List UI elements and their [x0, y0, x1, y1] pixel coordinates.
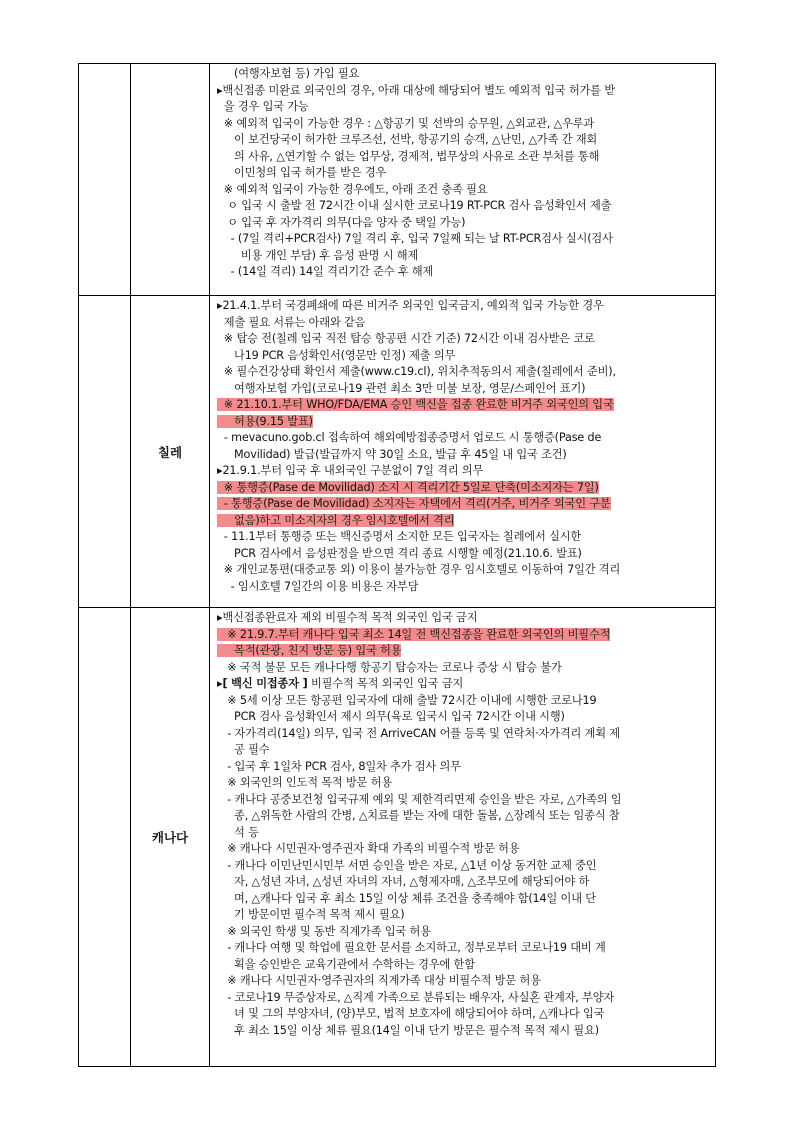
line-text: ※ 21.10.1.부터 WHO/FDA/EMA 승인 백신을 접종 완료한 비거주 외국인의 입국 [217, 398, 614, 411]
text-line [217, 693, 708, 710]
text-line [217, 726, 708, 743]
text-line [217, 231, 708, 248]
text-line [217, 132, 708, 149]
text-line [217, 610, 708, 627]
line-text: 을 경우 입국 가능 [217, 100, 309, 113]
text-line [217, 513, 708, 530]
line-text: 종, △위독한 사람의 간병, △치료를 받는 자에 대한 돌봄, △장례식 또는 임종식 참 [217, 809, 620, 822]
text-line [217, 940, 708, 957]
text-line [217, 397, 708, 414]
line-text: ※ 외국인 학생 및 동반 직계가족 입국 허용 [217, 924, 431, 938]
line-text: 여행자보험 가입(코로나19 관련 최소 3만 미불 보장, 영문/스페인어 표기) [217, 381, 586, 395]
line-text: ※ 탑승 전(칠레 입국 직전 탑승 항공편 시간 기준) 72시간 이내 검사받은 코로 [217, 332, 595, 345]
text-line [217, 579, 708, 596]
line-text: ※ 통행증(Pase de Movilidad) 소지 시 격리기간 5일로 단축(미소지자는 7일) [217, 480, 599, 494]
line-text: 허용(9.15 발표) [217, 414, 313, 428]
line-text: ※ 21.9.7.부터 캐나다 입국 최소 14일 전 백신접종을 완료한 외국인의 비필수적 [217, 627, 611, 641]
text-line [217, 198, 708, 215]
text-line [217, 1023, 708, 1040]
text-line [217, 414, 708, 431]
text-line [217, 562, 708, 579]
line-text: 이 보건당국이 허가한 크루즈선, 선박, 항공기의 승객, △난민, △가족 간 재회 [217, 133, 598, 146]
line-text: - 캐나다 공중보건청 입국규제 예외 및 제한격리면제 승인을 받은 자로, △가족의 임 [217, 792, 622, 806]
line-text: - 임시호텔 7일간의 이용 비용은 자부담 [217, 579, 419, 593]
text-line [217, 841, 708, 858]
line-text: 이민청의 입국 허가를 받은 경우 [217, 166, 387, 179]
text-line [217, 891, 708, 908]
text-line [217, 1006, 708, 1023]
text-line [217, 315, 708, 332]
content-cell [210, 64, 716, 296]
index-cell [79, 296, 131, 608]
text-line [217, 463, 708, 480]
line-text: - (7일 격리+PCR검사) 7일 격리 후, 입국 7일째 되는 날 RT-PCR검사 실시(검사 [217, 232, 613, 245]
text-line [217, 676, 708, 693]
line-text: 석 등 [217, 825, 259, 839]
text-line [217, 182, 708, 199]
line-text: ※ 예외적 입국이 가능한 경우에도, 아래 조건 충족 필요 [217, 182, 488, 196]
line-text: - mevacuno.gob.cl 접속하여 해외예방접종증명서 업로드 시 통행증(Pase de [217, 431, 602, 444]
line-text: 녀 및 그의 부양자녀, (양)부모, 법적 보호자에 해당되어야 하며, △캐나다 입국 [217, 1007, 605, 1020]
text-line [217, 348, 708, 365]
line-text: 의 사유, △연기할 수 없는 업무상, 경제적, 법무상의 사유로 소관 부처를 통해 [217, 149, 600, 163]
country-cell: 캐나다 [131, 608, 210, 1067]
table-row [79, 608, 716, 1067]
text-line [217, 775, 708, 792]
content-cell [210, 296, 716, 608]
line-text: ※ 예외적 입국이 가능한 경우 : △항공기 및 선박의 승무원, △외교관, △우루과 [217, 116, 595, 130]
text-line [217, 808, 708, 825]
text-line [217, 264, 708, 281]
line-text: 비용 개인 부담) 후 음성 판명 시 해제 [217, 248, 419, 262]
text-line [217, 364, 708, 381]
country-cell [131, 64, 210, 296]
text-line [217, 792, 708, 809]
text-line [217, 116, 708, 133]
line-text: PCR 검사에서 음성판정을 받으면 격리 종료 시행할 예정(21.10.6. 발표) [217, 546, 582, 560]
line-text: ㅇ 입국 후 자가격리 의무(다음 양자 중 택일 가능) [217, 215, 466, 229]
text-line [217, 858, 708, 875]
line-text: ▸백신접종 미완료 외국인의 경우, 아래 대상에 해당되어 별도 예외적 입국 허가를 받 [217, 83, 616, 97]
line-text: - 자가격리(14일) 의무, 입국 전 ArriveCAN 어플 등록 및 연락처·자가격리 계획 제 [217, 726, 620, 740]
line-text: - 캐나다 여행 및 학업에 필요한 문서를 소지하고, 정부로부터 코로나19 대비 계 [217, 941, 606, 954]
line-text: - 입국 후 1일차 PCR 검사, 8일차 추가 검사 의무 [217, 759, 461, 773]
text-line [217, 742, 708, 759]
text-line [217, 496, 708, 513]
line-text: 자, △성년 자녀, △성년 자녀의 자녀, △형제자매, △조부모에 해당되어야 하 [217, 875, 590, 888]
text-line [217, 546, 708, 563]
text-line [217, 957, 708, 974]
text-line [217, 298, 708, 315]
entry-policy-table [78, 63, 716, 1067]
country-cell: 칠레 [131, 296, 210, 608]
table-row [79, 64, 716, 296]
line-text: - 캐나다 이민난민시민부 서면 승인을 받은 자로, △1년 이상 동거한 교제 중인 [217, 858, 597, 872]
text-line [217, 248, 708, 265]
text-line [217, 480, 708, 497]
text-line [217, 907, 708, 924]
text-line [217, 973, 708, 990]
text-line [217, 643, 708, 660]
text-line [217, 83, 708, 100]
text-line [217, 447, 708, 464]
line-text: ※ 국적 불문 모든 캐나다행 항공기 탑승자는 코로나 증상 시 탑승 불가 [217, 660, 562, 674]
line-text: 획을 승인받은 교육기관에서 수학하는 경우에 한함 [217, 957, 475, 971]
line-text: ▸[ 백신 미접종자 ] 비필수적 목적 외국인 입국 금지 [217, 677, 464, 690]
line-text: ※ 5세 이상 모든 항공편 입국자에 대해 출발 72시간 이내에 시행한 코로나19 [217, 693, 597, 707]
line-text: 목적(관광, 친지 방문 등) 입국 허용 [217, 644, 402, 657]
text-line [217, 430, 708, 447]
content-cell [210, 608, 716, 1067]
line-text: ▸21.4.1.부터 국경폐쇄에 따른 비거주 외국인 입국금지, 예외적 입국 가능한 경우 [217, 299, 604, 312]
line-text: PCR 검사 음성확인서 제시 의무(육로 입국시 입국 72시간 이내 시행) [217, 710, 565, 723]
line-text: ※ 필수건강상태 확인서 제출(www.c19.cl), 위치추적동의서 제출(칠레에서 준비), [217, 365, 616, 378]
text-line [217, 331, 708, 348]
text-line [217, 215, 708, 232]
text-line [217, 149, 708, 166]
text-line [217, 627, 708, 644]
text-line [217, 660, 708, 677]
text-line [217, 165, 708, 182]
text-line [217, 990, 708, 1007]
text-line [217, 709, 708, 726]
line-text: - (14일 격리) 14일 격리기간 준수 후 해제 [217, 265, 434, 278]
line-text: ▸21.9.1.부터 입국 후 내외국인 구분없이 7일 격리 의무 [217, 464, 484, 477]
line-text: 나19 PCR 음성확인서(영문만 인정) 제출 의무 [217, 348, 456, 362]
text-line [217, 381, 708, 398]
line-text: 후 최소 15일 이상 체류 필요(14일 이내 단기 방문은 필수적 목적 제시 필요) [217, 1023, 599, 1037]
text-line [217, 759, 708, 776]
line-text: ※ 캐나다 시민권자·영주권자 확대 가족의 비필수적 방문 허용 [217, 842, 520, 855]
text-line [217, 825, 708, 842]
line-text: ▸백신접종완료자 제외 비필수적 목적 외국인 입국 금지 [217, 611, 478, 624]
line-text: ※ 캐나다 시민권자·영주권자의 직계가족 대상 비필수적 방문 허용 [217, 974, 541, 987]
line-text: 공 필수 [217, 743, 270, 756]
text-line [217, 99, 708, 116]
text-line [217, 66, 708, 83]
index-cell [79, 608, 131, 1067]
index-cell [79, 64, 131, 296]
line-text: ※ 외국인의 인도적 목적 방문 허용 [217, 776, 393, 789]
line-text: Movilidad) 발급(발급까지 약 30일 소요, 발급 후 45일 내 입국 조건) [217, 447, 567, 461]
line-text: ※ 개인교통편(대중교통 외) 이용이 불가능한 경우 임시호텔로 이동하여 7일간 격리 [217, 563, 621, 576]
table-row [79, 296, 716, 608]
text-line [217, 874, 708, 891]
line-text: 제출 필요 서류는 아래와 같음 [217, 315, 366, 329]
line-text: 며, △캐나다 입국 후 최소 15일 이상 체류 조건을 충족해야 함(14일 이내 단 [217, 891, 596, 905]
line-text: - 11.1부터 통행증 또는 백신증명서 소지한 모든 입국자는 칠레에서 실시한 [217, 530, 582, 543]
text-line [217, 529, 708, 546]
line-text: - 통행증(Pase de Movilidad) 소지자는 자택에서 격리(거주, 비거주 외국인 구분 [217, 497, 611, 510]
line-text: 없음)하고 미소지자의 경우 임시호텔에서 격리 [217, 513, 455, 527]
line-text: 기 방문이면 필수적 목적 제시 필요) [217, 908, 405, 921]
table-body [79, 64, 716, 1067]
line-text: (여행자보험 등) 가입 필요 [217, 67, 360, 80]
text-line [217, 924, 708, 941]
line-text: ㅇ 입국 시 출발 전 72시간 이내 실시한 코로나19 RT-PCR 검사 음성확인서 제출 [217, 199, 612, 212]
line-text: - 코로나19 무증상자로, △직계 가족으로 분류되는 배우자, 사실혼 관계자, 부양자 [217, 990, 615, 1004]
